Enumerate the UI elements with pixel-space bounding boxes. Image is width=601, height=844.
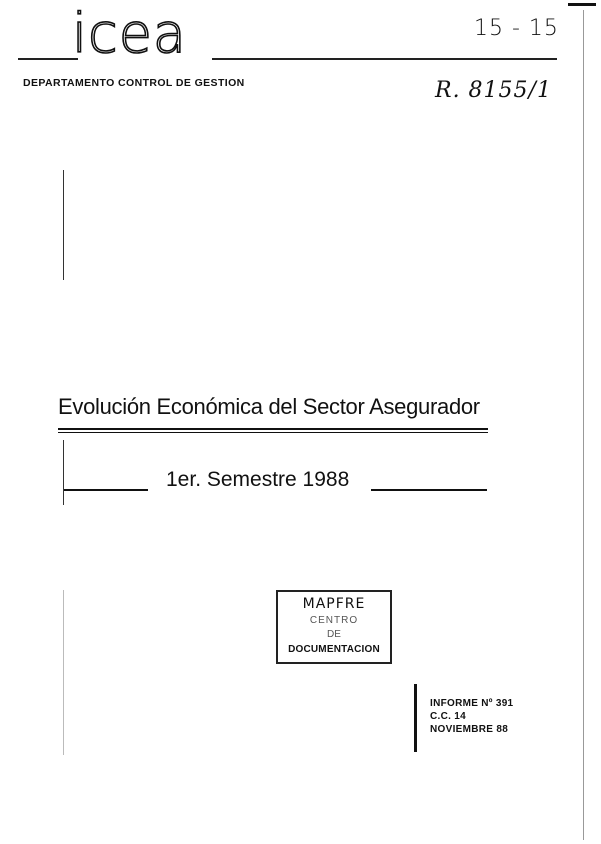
left-margin-rule [63,170,64,280]
right-page-edge [583,10,584,840]
icea-logo [70,8,215,60]
subtitle-rule-right [371,489,487,491]
stamp-line-2: CENTRO [309,615,359,626]
stamp-line-1: MAPFRE [302,596,366,612]
document-title: Evolución Económica del Sector Asegurador [58,394,480,419]
stamp-line-3: DE [327,629,341,640]
header-rule-right [212,58,557,60]
left-margin-rule-faint [63,590,64,755]
subtitle-rule-left [64,489,148,491]
handwritten-reference: R. 8155/1 [435,78,552,103]
library-stamp [276,590,392,664]
report-info-bar [414,684,417,752]
report-number: INFORME Nº 391 [430,698,514,709]
stamp-line-4: DOCUMENTACION [288,644,380,655]
header-rule-left [18,58,78,60]
document-subtitle: 1er. Semestre 1988 [166,468,350,491]
report-date: NOVIEMBRE 88 [430,724,509,735]
logo-text: icea [72,8,188,60]
title-rule-thin [58,432,488,433]
handwritten-code: 15 - 15 [474,16,559,41]
corner-mark [568,3,596,6]
title-rule-thick [58,428,488,430]
left-margin-rule-lower [63,440,64,505]
department-label: DEPARTAMENTO CONTROL DE GESTION [23,77,245,89]
report-code: C.C. 14 [430,711,467,722]
